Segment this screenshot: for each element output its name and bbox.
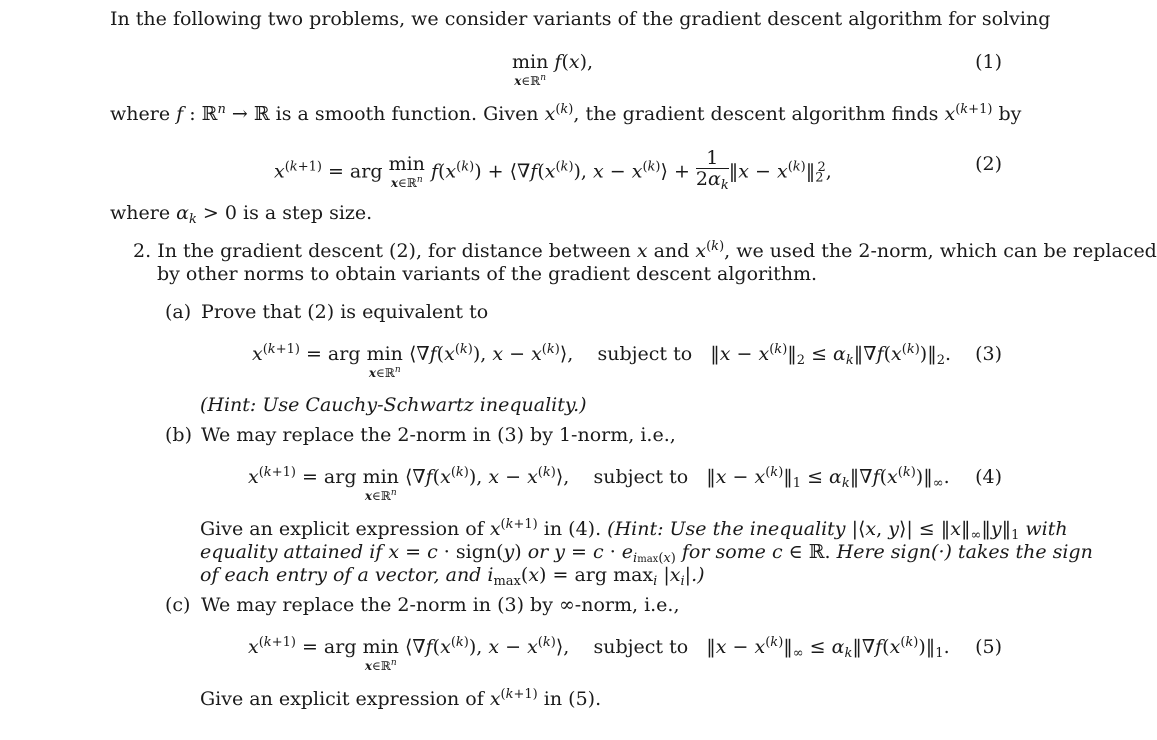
equation-1: min x∈ℝ$^n$ f(x), [512,51,594,88]
part-c-give: Give an explicit expression of $x^{(k+1)}$ in (5). [200,687,602,710]
part-a-intro: (a) Prove that (2) is equivalent to [165,301,489,323]
part-b-hint-line-2: equality attained if x = c · sign(y) or $y = c \cdot e_{imax(x)}$ for some c ∈ ℝ. Here sign(·) takes the sign [200,541,1093,566]
part-b-hint-line-3: of each entry of a vector, and $i_{max}(x)$ = arg $\max_i |x_i|$.) [200,564,705,589]
part-a-hint: (Hint: Use Cauchy-Schwartz inequality.) [200,394,587,416]
part-c-intro: (c) We may replace the 2-norm in (3) by ∞-norm, i.e., [165,594,680,616]
equation-2-number: (2) [975,153,1002,175]
equation-2: $x^{(k+1)}$ = arg min x∈ℝ$^n$ $f(x^{(k)})$ + $⟨\nabla f(x^{(k)})$, $x - x^{(k)}⟩$ + $\frac{1}{2\alpha_k}$ ‖x − $x^{(k)}‖_2^2$, [274,147,832,193]
equation-3: $x^{(k+1)}$ = arg min x∈ℝ$^n$ $⟨\nabla f(x^{(k)})$, $x - x^{(k)}⟩$, subject to ‖x − $x^{(k)}‖_2$ ≤ $\alpha_k‖\nabla f(x^{(k)})‖_2$. [252,342,952,380]
problem-2-line-2: by other norms to obtain variants of the gradient descent algorithm. [157,263,818,285]
intro-line-3: where $\alpha_k > 0$ is a step size. [110,202,373,227]
problem-2-line-1: 2. In the gradient descent (2), for distance between x and $x^{(k)}$, we used the 2-norm, which can be replaced [133,239,1157,262]
part-b-give-line-1: Give an explicit expression of $x^{(k+1)}$ in (4). (Hint: Use the inequality |⟨x, y⟩| ≤ $‖x‖_\infty‖y‖_1$ with [200,517,1068,543]
equation-5-number: (5) [975,636,1002,658]
equation-1-number: (1) [975,51,1002,73]
equation-5: $x^{(k+1)}$ = arg min x∈ℝ$^n$ $⟨\nabla f(x^{(k)})$, $x - x^{(k)}⟩$, subject to ‖x − $x^{(k)}‖_\infty$ ≤ $\alpha_k‖\nabla f(x^{(k)})‖_1$. [248,635,950,673]
intro-line-2: where f : ℝ$^n$ → ℝ is a smooth function. Given $x^{(k)}$, the gradient descent algorithm finds $x^{(k+1)}$ by [110,102,1022,125]
part-b-intro: (b) We may replace the 2-norm in (3) by 1-norm, i.e., [165,424,676,446]
equation-4-number: (4) [975,466,1002,488]
equation-3-number: (3) [975,343,1002,365]
equation-4: $x^{(k+1)}$ = arg min x∈ℝ$^n$ $⟨\nabla f(x^{(k)})$, $x - x^{(k)}⟩$, subject to ‖x − $x^{(k)}‖_1$ ≤ $\alpha_k‖\nabla f(x^{(k)})‖_\infty$. [248,465,950,503]
intro-line-1: In the following two problems, we consider variants of the gradient descent algorithm for solving [110,8,1051,30]
